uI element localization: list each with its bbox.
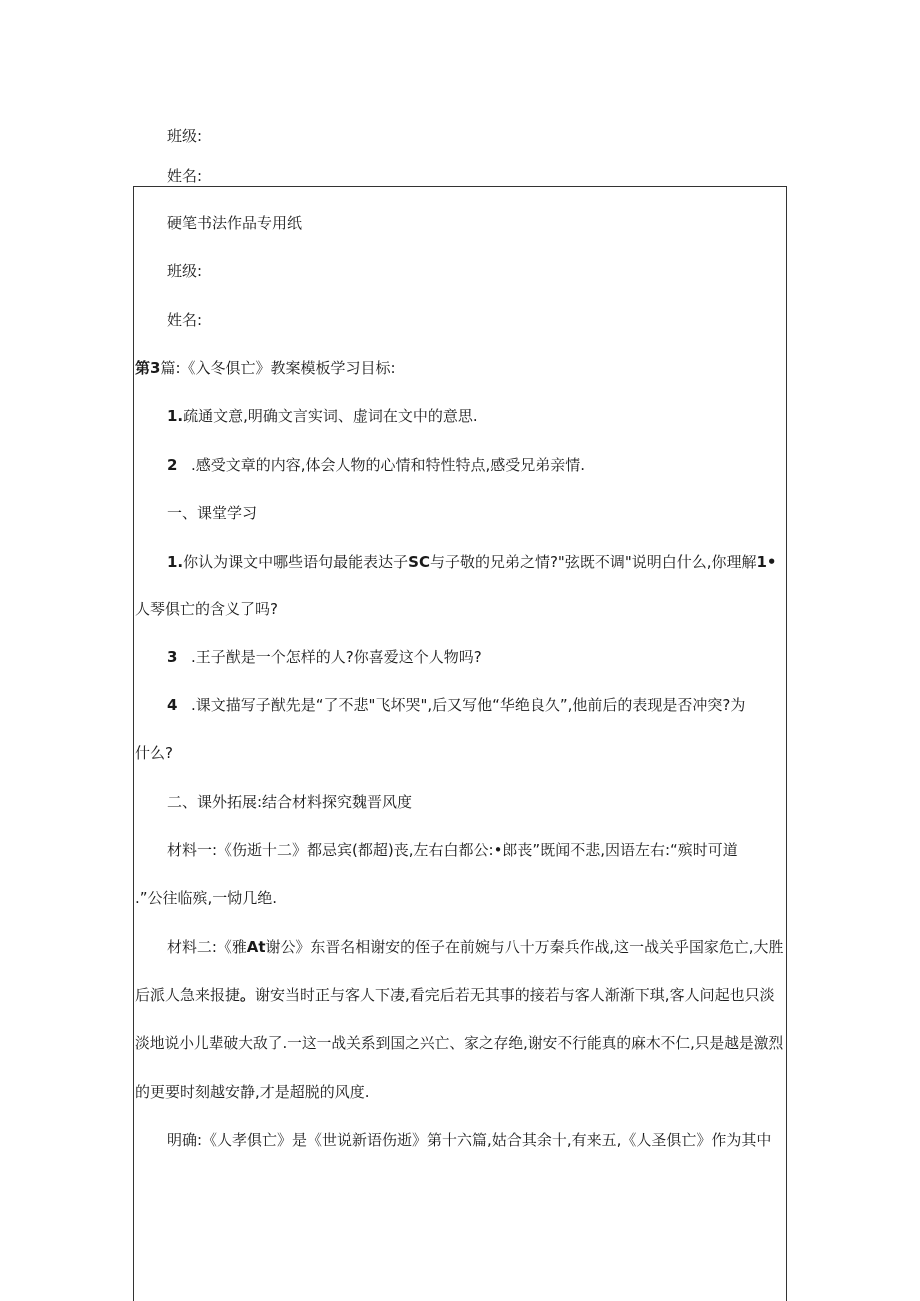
material-1-line-2: .”公往临殡,一恸几绝. — [135, 889, 278, 907]
section-1-heading: 一、课堂学习 — [167, 504, 258, 522]
conclusion-line-1: 明确:《人孝俱亡》是《世说新语伤逝》第十六篇,姑合其余十,有来五,《人圣俱亡》作为其中 — [167, 1131, 772, 1149]
question-1 — [167, 552, 777, 572]
box-name-label: 姓名: — [167, 311, 203, 329]
box-class-label: 班级: — [167, 262, 203, 280]
goal-1-text: 疏通文意,明确文言实词、虚词在文中的意思. — [183, 407, 478, 425]
lesson-heading-text: 篇:《入冬俱亡》教案模板学习目标: — [160, 359, 396, 377]
material-2-line-3: 淡地说小儿辈破大敌了.一这一战关系到国之兴亡、家之存绝,谢安不行能真的麻木不仁,只是越是激烈 — [135, 1034, 784, 1052]
material-1-line-1: 材料一:《伤逝十二》都忌宾(都超)丧,左右白都公:•郎丧”既闻不悲,因语左右:“殡时可道 — [167, 841, 738, 859]
material-2-text-b: 谢公》东晋名相谢安的侄子在前婉与八十万秦兵作战,这一战关乎国家危亡,大胜 — [265, 938, 784, 956]
goal-2 — [167, 455, 585, 475]
lesson-heading — [135, 358, 396, 378]
material-2-line-2-a: 后派人急来报捷 — [135, 986, 241, 1004]
material-2-line-2 — [135, 985, 775, 1005]
paper-title: 硬笔书法作品专用纸 — [167, 214, 303, 232]
material-2-text-a: 材料二:《雅 — [167, 938, 247, 956]
question-1-text-a: 你认为课文中哪些语句最能表达子 — [183, 553, 409, 571]
question-1-bold: SC — [408, 553, 430, 571]
question-3-text: .王子猷是一个怎样的人?你喜爱这个人物吗? — [191, 648, 482, 666]
question-4 — [167, 695, 745, 715]
material-2-line-1 — [167, 937, 783, 957]
question-3-num: 3 — [167, 648, 178, 666]
material-2-line-4: 的更要时刻越安静,才是超脱的风度. — [135, 1083, 370, 1101]
material-2-bold: At — [246, 938, 266, 956]
question-1-text-b: 与子敬的兄弟之情?"弦既不调"说明白什么,你理解 — [429, 553, 757, 571]
question-4-line-2: 什么? — [135, 744, 173, 762]
question-1-line-2: 人琴俱亡的含义了吗? — [135, 600, 278, 618]
question-3 — [167, 647, 482, 667]
lesson-heading-num: 第3 — [135, 359, 161, 377]
top-class-label: 班级: — [167, 127, 203, 145]
question-1-num: 1. — [167, 553, 184, 571]
goal-1-num: 1. — [167, 407, 184, 425]
top-name-label: 姓名: — [167, 167, 203, 185]
goal-1 — [167, 406, 478, 426]
question-4-num: 4 — [167, 696, 178, 714]
material-2-line-2-bold: 。 — [240, 986, 256, 1004]
goal-2-num: 2 — [167, 456, 178, 474]
question-1-tail: 1• — [756, 553, 777, 571]
section-2-heading: 二、课外拓展:结合材料探究魏晋风度 — [167, 793, 413, 811]
question-4-text: .课文描写子猷先是“了不悲"飞坏哭",后又写他“华绝良久”,他前后的表现是否冲突?为 — [191, 696, 746, 714]
goal-2-text: .感受文章的内容,体会人物的心情和特性特点,感受兄弟亲情. — [191, 456, 586, 474]
material-2-line-2-b: 谢安当时正与客人下凄,看完后若无其事的接若与客人渐渐下琪,客人问起也只淡 — [255, 986, 775, 1004]
